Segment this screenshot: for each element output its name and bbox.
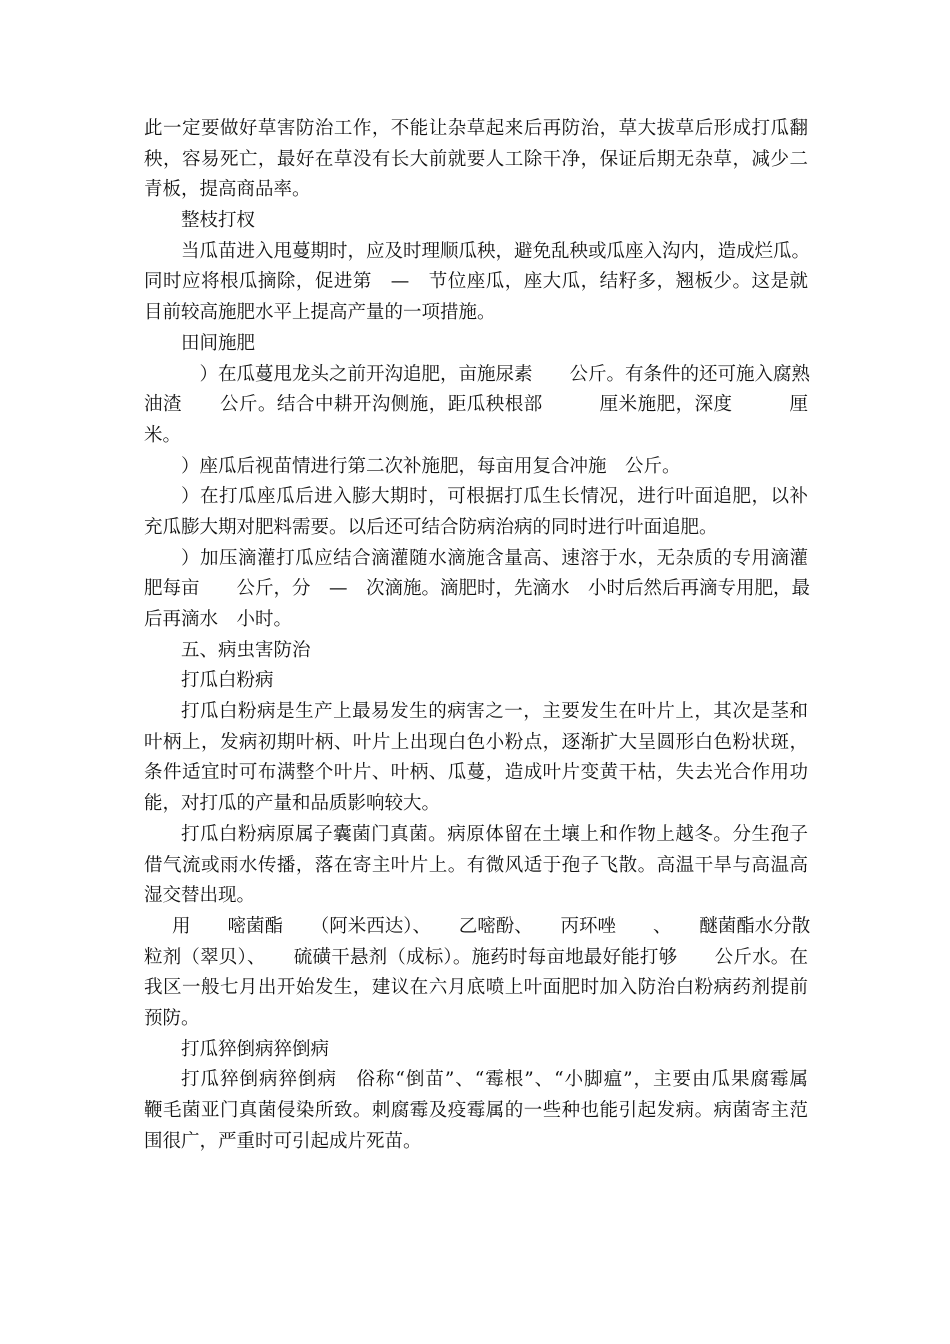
text-line: 用 嘧菌酯 （阿米西达）、 乙嘧酚、 丙环唑 、 醚菌酯水分散 xyxy=(172,915,811,937)
text-line: 借气流或雨水传播，落在寄主叶片上。有微风适于孢子飞散。高温干旱与高温高 xyxy=(144,854,808,876)
section-heading: 打瓜猝倒病猝倒病 xyxy=(181,1038,330,1060)
text-line: 油渣 公斤。结合中耕开沟侧施，距瓜秧根部 厘米施肥，深度 厘 xyxy=(144,394,808,416)
text-line: 条件适宜时可布满整个叶片、叶柄、瓜蔓，造成叶片变黄干枯，失去光合作用功 xyxy=(144,762,808,784)
text-line: 粒剂（翠贝）、 硫磺干悬剂（成标）。施药时每亩地最好能打够 公斤水。在 xyxy=(144,946,808,968)
text-line: 打瓜猝倒病猝倒病 俗称“倒苗”、“霉根”、“小脚瘟”，主要由瓜果腐霉属 xyxy=(181,1069,808,1091)
text-line: ）座瓜后视苗情进行第二次补施肥，每亩用复合冲施 公斤。 xyxy=(181,455,681,477)
section-heading: 五、病虫害防治 xyxy=(181,639,311,661)
text-line: 打瓜白粉病是生产上最易发生的病害之一，主要发生在叶片上，其次是茎和 xyxy=(181,701,808,723)
section-heading: 打瓜白粉病 xyxy=(181,670,274,692)
text-line: ）加压滴灌打瓜应结合滴灌随水滴施含量高、速溶于水，无杂质的专用滴灌 xyxy=(181,547,808,569)
text-line: 充瓜膨大期对肥料需要。以后还可结合防病治病的同时进行叶面追肥。 xyxy=(144,516,718,538)
text-line: 打瓜白粉病原属子囊菌门真菌。病原体留在土壤上和作物上越冬。分生孢子 xyxy=(181,823,808,845)
text-line: 我区一般七月出开始发生，建议在六月底喷上叶面肥时加入防治白粉病药剂提前 xyxy=(144,977,808,999)
text-line: 后再滴水 小时。 xyxy=(144,609,293,630)
text-line: 当瓜苗进入甩蔓期时，应及时理顺瓜秧，避免乱秧或瓜座入沟内，造成烂瓜。 xyxy=(181,240,811,262)
text-line: ）在瓜蔓甩龙头之前开沟追肥，亩施尿素 公斤。有条件的还可施入腐熟 xyxy=(181,363,811,385)
text-line: ）在打瓜座瓜后进入膨大期时，可根据打瓜生长情况，进行叶面追肥，以补 xyxy=(181,486,808,508)
text-line: 此一定要做好草害防治工作，不能让杂草起来后再防治，草大拔草后形成打瓜翻 xyxy=(144,118,808,139)
text-line: 围很广，严重时可引起成片死苗。 xyxy=(144,1130,422,1152)
text-line: 叶柄上，发病初期叶柄、叶片上出现白色小粉点，逐渐扩大呈圆形白色粉状斑， xyxy=(144,731,808,753)
text-line: 湿交替出现。 xyxy=(144,885,256,907)
text-line: 秧，容易死亡，最好在草没有长大前就要人工除干净，保证后期无杂草，减少二 xyxy=(144,148,808,170)
section-heading: 田间施肥 xyxy=(181,332,256,354)
document-body xyxy=(144,114,811,1157)
text-line: 能，对打瓜的产量和品质影响较大。 xyxy=(144,793,441,815)
text-line: 预防。 xyxy=(144,1007,200,1029)
text-line: 米。 xyxy=(144,424,182,446)
section-heading: 整枝打杈 xyxy=(181,210,256,232)
text-line: 青板，提高商品率。 xyxy=(144,179,311,201)
text-line: 目前较高施肥水平上提高产量的一项措施。 xyxy=(144,302,496,324)
text-line: 肥每亩 公斤，分 — 次滴施。滴肥时，先滴水 小时后然后再滴专用肥，最 xyxy=(144,578,811,600)
text-line: 同时应将根瓜摘除，促进第 — 节位座瓜，座大瓜，结籽多，翘板少。这是就 xyxy=(144,271,808,293)
text-line: 鞭毛菌亚门真菌侵染所致。刺腐霉及疫霉属的一些种也能引起发病。病菌寄主范 xyxy=(144,1100,808,1121)
